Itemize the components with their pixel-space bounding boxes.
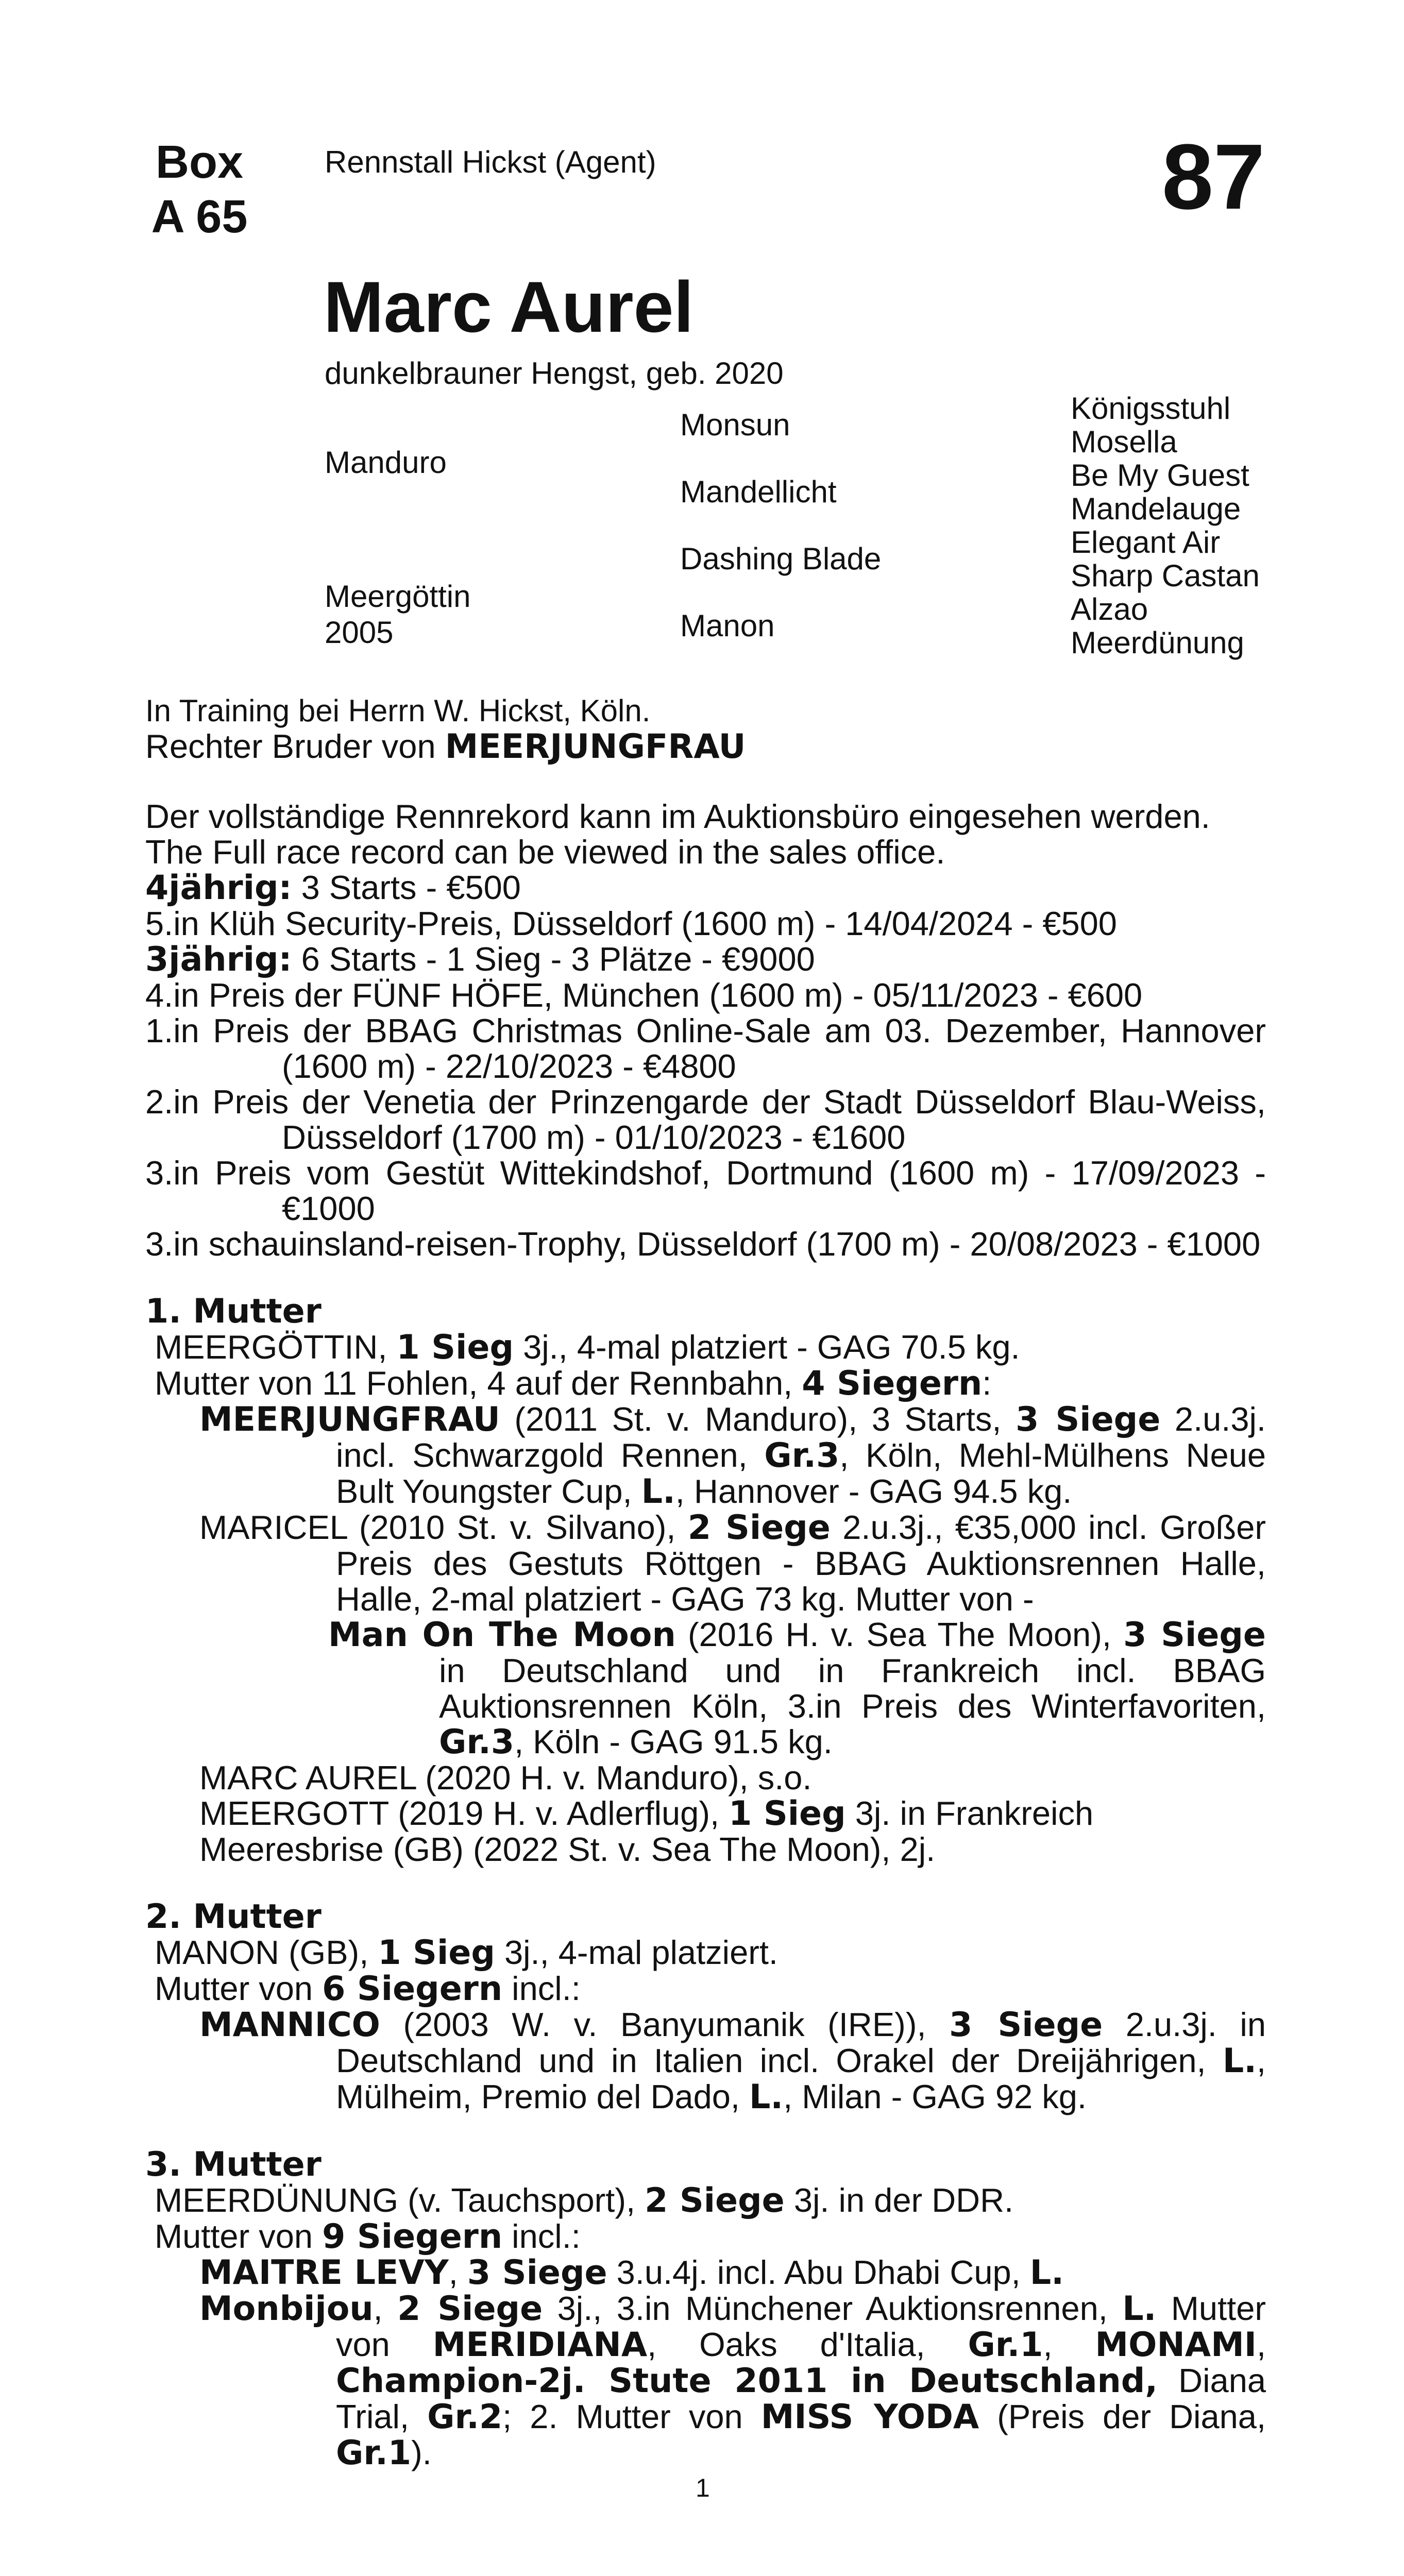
pedigree-dam-year: 2005 — [325, 615, 394, 650]
mother1-entry-1: MEERJUNGFRAU (2011 St. v. Manduro), 3 Starts, 3 Siege 2.u.3j. incl. Schwarzgold Rennen, Gr.3, Köln, Mehl-Mülhens Neue Bult Youngster Cup, L., Hannover - GAG 94.5 kg. — [199, 1400, 1266, 1511]
horse-description: dunkelbrauner Hengst, geb. 2020 — [325, 356, 784, 391]
race-line: 3.in schauinsland-reisen-Trophy, Düsseldorf (1700 m) - 20/08/2023 - €1000 — [145, 1225, 1261, 1263]
race-line: 5.in Klüh Security-Preis, Düsseldorf (1600 m) - 14/04/2024 - €500 — [145, 905, 1117, 942]
pedigree-sire: Manduro — [325, 445, 447, 480]
mother1-entry-2: MARICEL (2010 St. v. Silvano), 2 Siege 2.u.3j., €35,000 incl. Großer Preis des Gestuts Röttgen - BBAG Auktionsrennen Halle, Halle, 2-mal platziert - GAG 73 kg. Mutter von - — [199, 1509, 1266, 1618]
pedigree-g3-2: Mosella — [1071, 425, 1177, 459]
training-note: In Training bei Herrn W. Hickst, Köln. — [145, 693, 651, 728]
sibling-line: Rechter Bruder von MEERJUNGFRAU — [145, 727, 746, 766]
mother1-dam: MEERGÖTTIN, 1 Sieg 3j., 4-mal platziert - GAG 70.5 kg. — [155, 1328, 1020, 1367]
mother1-progeny: Mutter von 11 Fohlen, 4 auf der Rennbahn, 4 Siegern: — [155, 1364, 992, 1403]
mother2-dam: MANON (GB), 1 Sieg 3j., 4-mal platziert. — [155, 1934, 778, 1972]
race-line: 3.in Preis vom Gestüt Wittekindshof, Dortmund (1600 m) - 17/09/2023 - €1000 — [145, 1154, 1266, 1227]
box-line-1: Box — [155, 137, 244, 188]
age3-summary: 3jährig: 6 Starts - 1 Sieg - 3 Plätze - €9000 — [145, 940, 815, 979]
pedigree-g3-5: Elegant Air — [1071, 525, 1221, 560]
mother2-heading: 2. Mutter — [145, 1897, 322, 1936]
lot-number: 87 — [1162, 125, 1265, 229]
box-label — [145, 135, 253, 244]
pedigree-g3-7: Alzao — [1071, 592, 1148, 626]
horse-name: Marc Aurel — [324, 266, 694, 347]
race-line: 2.in Preis der Venetia der Prinzengarde der Stadt Düsseldorf Blau-Weiss, Düsseldorf (1700 m) - 01/10/2023 - €1600 — [145, 1083, 1266, 1156]
mother3-progeny: Mutter von 9 Siegern incl.: — [155, 2217, 581, 2256]
pedigree-g3-3: Be My Guest — [1071, 458, 1249, 493]
pedigree-dam: Meergöttin — [325, 579, 471, 614]
record-note-de: Der vollständige Rennrekord kann im Auktionsbüro eingesehen werden. — [145, 798, 1210, 835]
record-note-en: The Full race record can be viewed in the sales office. — [145, 833, 945, 871]
pedigree-g3-1: Königsstuhl — [1071, 391, 1231, 426]
race-line: 4.in Preis der FÜNF HÖFE, München (1600 m) - 05/11/2023 - €600 — [145, 976, 1143, 1014]
mother3-entry-2: Monbijou, 2 Siege 3j., 3.in Münchener Auktionsrennen, L. Mutter von MERIDIANA, Oaks d'Italia, Gr.1, MONAMI, Champion-2j. Stute 2011 in Deutschland, Diana Trial, Gr.2; 2. Mutter von MISS YODA (Preis der Diana, Gr.1). — [199, 2290, 1266, 2472]
pedigree-g3-8: Meerdünung — [1071, 625, 1244, 660]
mother1-entry-2a: Man On The Moon (2016 H. v. Sea The Moon), 3 Siege in Deutschland und in Frankreich incl. BBAG Auktionsrennen Köln, 3.in Preis des Winterfavoriten, Gr.3, Köln - GAG 91.5 kg. — [328, 1616, 1266, 1761]
box-line-2: A 65 — [151, 191, 248, 243]
mother3-heading: 3. Mutter — [145, 2145, 322, 2184]
pedigree-g3-4: Mandelauge — [1071, 492, 1241, 526]
mother2-progeny: Mutter von 6 Siegern incl.: — [155, 1970, 581, 2008]
pedigree-sire-dam: Mandellicht — [680, 474, 837, 509]
mother1-entry-5: Meeresbrise (GB) (2022 St. v. Sea The Moon), 2j. — [199, 1831, 936, 1868]
age4-summary: 4jährig: 3 Starts - €500 — [145, 869, 521, 907]
mother3-dam: MEERDÜNUNG (v. Tauchsport), 2 Siege 3j. in der DDR. — [155, 2181, 1014, 2220]
pedigree-dam-dam: Manon — [680, 608, 775, 643]
mother3-entry-1: MAITRE LEVY, 3 Siege 3.u.4j. incl. Abu Dhabi Cup, L. — [199, 2253, 1064, 2292]
page-number: 1 — [696, 2473, 710, 2502]
mother1-entry-4: MEERGOTT (2019 H. v. Adlerflug), 1 Sieg 3j. in Frankreich — [199, 1794, 1094, 1833]
mother1-entry-3: MARC AUREL (2020 H. v. Manduro), s.o. — [199, 1759, 812, 1797]
consignor: Rennstall Hickst (Agent) — [325, 145, 656, 179]
pedigree-dam-sire: Dashing Blade — [680, 541, 882, 576]
mother1-heading: 1. Mutter — [145, 1292, 322, 1331]
catalogue-text — [145, 693, 1266, 2471]
race-line: 1.in Preis der BBAG Christmas Online-Sale am 03. Dezember, Hannover (1600 m) - 22/10/2023 - €4800 — [145, 1012, 1266, 1085]
pedigree-sire-sire: Monsun — [680, 408, 790, 442]
pedigree-g3-6: Sharp Castan — [1071, 558, 1260, 593]
mother2-entry-1: MANNICO (2003 W. v. Banyumanik (IRE)), 3 Siege 2.u.3j. in Deutschland und in Italien incl. Orakel der Dreijährigen, L., Mülheim, Premio del Dado, L., Milan - GAG 92 kg. — [199, 2006, 1266, 2116]
